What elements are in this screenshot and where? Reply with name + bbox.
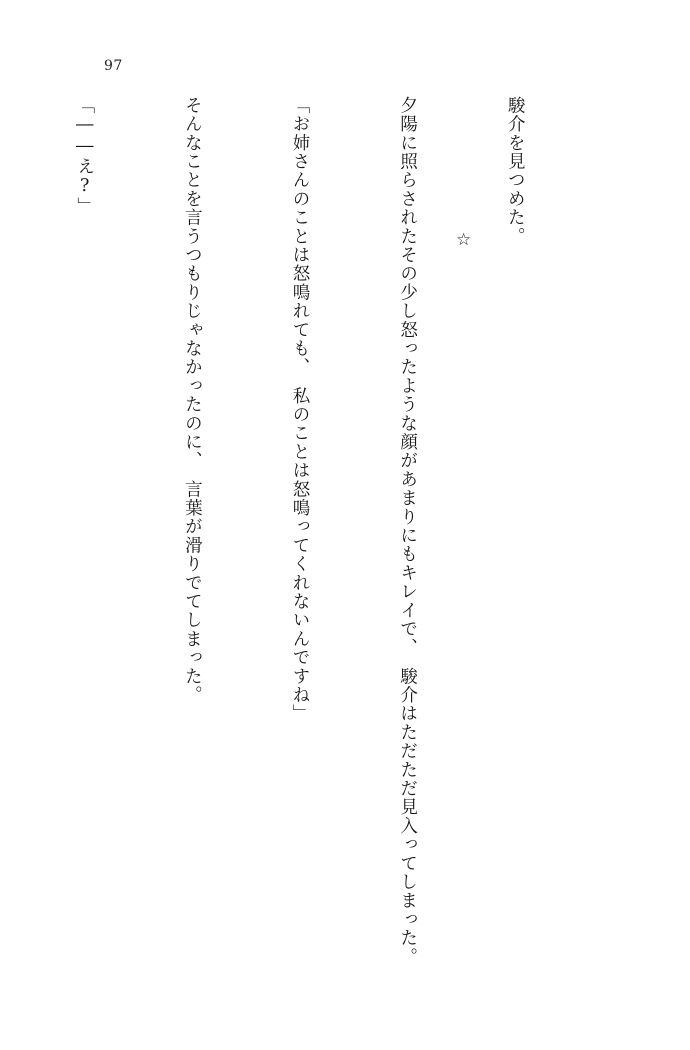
page-number: 97: [104, 58, 123, 74]
scene-divider-mark: ☆: [456, 230, 472, 250]
paragraph-2: 夕陽に照らされたその少し怒ったような顔があまりにもキレイで、 駿介はただただ見入ってしまった。: [397, 96, 418, 967]
paragraph-4: そんなことを言うつもりじゃなかったのに、 言葉が滑りでてしまった。: [182, 96, 203, 705]
paragraph-5: 「――え?」: [74, 96, 95, 216]
paragraph-1: 駿介を見つめた。: [505, 96, 526, 246]
page-body-text: [0, 96, 604, 976]
paragraph-3: 「お姉さんのことは怒鳴れても、 私のことは怒鳴ってくれないんですね」: [290, 96, 310, 724]
